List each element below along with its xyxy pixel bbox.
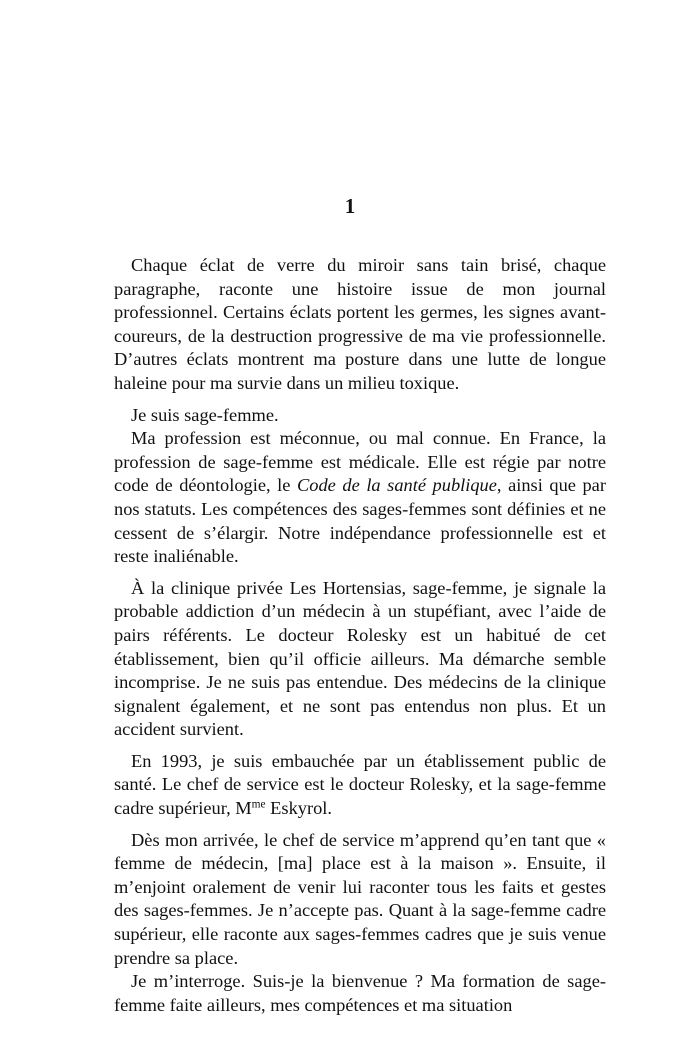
body-text (114, 254, 606, 1017)
paragraph-7: Je m’interroge. Suis-je la bienvenue ? Ma formation de sage-femme faite ailleurs, mes compétences et ma situation (114, 971, 606, 1015)
paragraph-4: À la clinique privée Les Hortensias, sage-femme, je signale la probable addiction d’un médecin à un stupéfiant, avec l’aide de pairs référents. Le docteur Rolesky est un habitué de cet établissement, bien qu’il officie ailleurs. Ma démarche semble incomprise. Je ne suis pas entendue. Des médecins de la clinique signalent également, et ne sont pas entendus non plus. Et un accident survient. (114, 577, 606, 740)
paragraph-5-text-start: En 1993, je suis embauchée par un établissement public de santé. Le chef de service est le docteur Rolesky, et la sage-femme cadre supérieur, M (114, 750, 606, 819)
paragraph-3-text-end: , ainsi que par nos statuts. Les compétences des sages-femmes sont définies et ne cessent de s’élargir. Notre indépendance professionnelle est et reste inaliénable. (114, 475, 606, 567)
paragraph-3-text-start: Ma profession est méconnue, ou mal connue. En France, la profession de sage-femme est médicale. Elle est régie par notre code de déontologie, le (114, 428, 606, 496)
chapter-number: 1 (344, 194, 356, 218)
paragraph-1: Chaque éclat de verre du miroir sans tain brisé, chaque paragraphe, raconte une histoire issue de mon journal professionnel. Certains éclats portent les germes, les signes avant-coureurs, de la destruction progressive de ma vie professionnelle. D’autres éclats montrent ma posture dans une lutte de longue haleine pour ma survie dans un milieu toxique. (114, 255, 606, 393)
paragraph-6: Dès mon arrivée, le chef de service m’apprend qu’en tant que « femme de médecin, [ma] place est à la maison ». Ensuite, il m’enjoint oralement de venir lui raconter tous les faits et gestes des sages-femmes. Je n’accepte pas. Quant à la sage-femme cadre supérieur, elle raconte aux sages-femmes cadres que je suis venue prendre sa place. (114, 829, 606, 968)
paragraph-3 (114, 427, 606, 569)
paragraph-2: Je suis sage-femme. (131, 404, 279, 425)
paragraph-5-text-end: Eskyrol. (265, 798, 332, 819)
paragraph-3-italic-title: Code de la santé publique (297, 475, 497, 496)
paragraph-5 (114, 750, 606, 821)
paragraph-5-superscript: me (251, 798, 266, 811)
